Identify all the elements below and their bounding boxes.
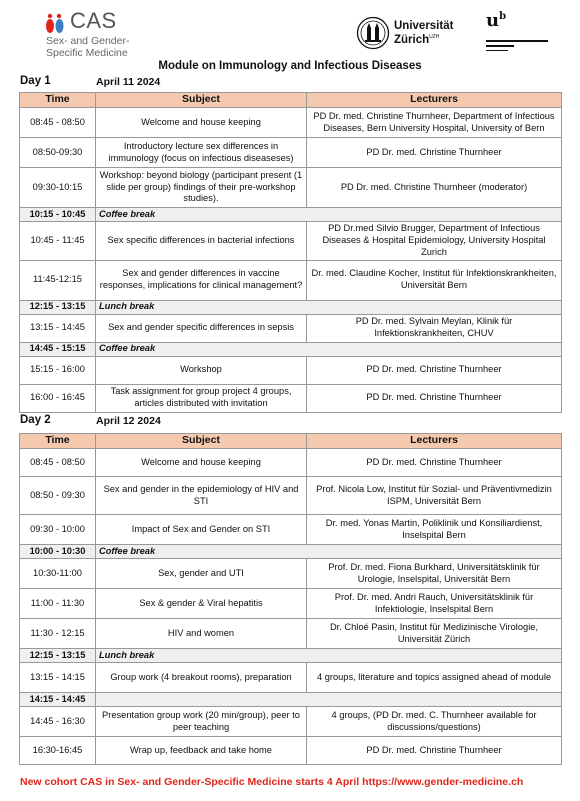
lecturers-cell: PD Dr. med. Christine Thurnheer xyxy=(307,449,562,477)
uzh-name-word: Zürich xyxy=(394,34,430,46)
page-header xyxy=(0,0,580,60)
uzh-name-line1: Universität xyxy=(394,20,454,32)
lecturers-column-header: Lecturers xyxy=(307,434,562,449)
cas-title: CAS xyxy=(70,8,117,33)
day1-header-row xyxy=(20,93,562,108)
break-row xyxy=(20,300,562,314)
time-cell: 13:15 - 14:45 xyxy=(20,314,96,342)
subject-cell: Sex, gender and UTI xyxy=(96,559,307,589)
break-label: Coffee break xyxy=(96,208,562,222)
table-row xyxy=(20,707,562,737)
table-row xyxy=(20,138,562,168)
subject-cell: Sex and gender differences in vaccine responses, implications for clinical management? xyxy=(96,260,307,300)
table-row xyxy=(20,619,562,649)
subject-cell: Welcome and house keeping xyxy=(96,449,307,477)
lecturers-cell: Dr. med. Claudine Kocher, Institut für Infektionskrankheiten, Universität Bern xyxy=(307,260,562,300)
lecturers-cell: Prof. Dr. med. Fiona Burkhard, Universitätsklinik für Urologie, Inselspital, Universität Bern xyxy=(307,559,562,589)
time-cell: 16:00 - 16:45 xyxy=(20,384,96,412)
break-label xyxy=(96,693,562,707)
time-cell: 10:45 - 11:45 xyxy=(20,222,96,261)
table-row xyxy=(20,222,562,261)
break-label: Lunch break xyxy=(96,300,562,314)
lecturers-cell: 4 groups, (PD Dr. med. C. Thurnheer available for discussions/questions) xyxy=(307,707,562,737)
time-cell: 08:50-09:30 xyxy=(20,138,96,168)
table-row xyxy=(20,477,562,515)
day2-schedule-table xyxy=(19,433,562,765)
cas-logo-icon xyxy=(44,12,66,34)
table-row xyxy=(20,449,562,477)
break-row xyxy=(20,693,562,707)
subject-cell: Workshop: beyond biology (participant present (1 slide per group) findings of their pre-workshop studies). xyxy=(96,168,307,208)
table-row xyxy=(20,314,562,342)
footer-announcement[interactable]: New cohort CAS in Sex- and Gender-Specific Medicine starts 4 April https://www.gender-medicine.ch xyxy=(20,776,524,788)
unibe-logo xyxy=(486,10,550,56)
subject-cell: Introductory lecture sex differences in immunology (focus on infectious diseaseses) xyxy=(96,138,307,168)
time-cell: 10:00 - 10:30 xyxy=(20,545,96,559)
time-cell: 14:45 - 15:15 xyxy=(20,342,96,356)
subject-cell: Welcome and house keeping xyxy=(96,108,307,138)
table-row xyxy=(20,589,562,619)
time-cell: 08:45 - 08:50 xyxy=(20,449,96,477)
unibe-mark xyxy=(486,10,506,31)
unibe-wordmark-lines xyxy=(486,40,548,54)
time-cell: 15:15 - 16:00 xyxy=(20,356,96,384)
table-row xyxy=(20,168,562,208)
lecturers-cell: Dr. Chloé Pasin, Institut für Medizinische Virologie, Universität Zürich xyxy=(307,619,562,649)
day2-date: April 12 2024 xyxy=(96,415,161,427)
break-label: Coffee break xyxy=(96,545,562,559)
subject-cell: HIV and women xyxy=(96,619,307,649)
cas-subtitle-line1: Sex- and Gender- xyxy=(46,35,130,47)
time-cell: 12:15 - 13:15 xyxy=(20,649,96,663)
time-cell: 08:45 - 08:50 xyxy=(20,108,96,138)
uzh-suffix: UZH xyxy=(429,34,440,41)
subject-column-header: Subject xyxy=(96,93,307,108)
time-cell: 12:15 - 13:15 xyxy=(20,300,96,314)
time-cell: 11:30 - 12:15 xyxy=(20,619,96,649)
subject-column-header: Subject xyxy=(96,434,307,449)
lecturers-column-header: Lecturers xyxy=(307,93,562,108)
lecturers-cell: 4 groups, literature and topics assigned ahead of module xyxy=(307,663,562,693)
break-row xyxy=(20,342,562,356)
table-row xyxy=(20,663,562,693)
table-row xyxy=(20,356,562,384)
lecturers-cell: PD Dr.med Silvio Brugger, Department of Infectious Diseases & Hospital Epidemiology, University Hospital Zurich xyxy=(307,222,562,261)
table-row xyxy=(20,384,562,412)
break-row xyxy=(20,208,562,222)
time-cell: 09:30 - 10:00 xyxy=(20,515,96,545)
subject-cell: Sex & gender & Viral hepatitis xyxy=(96,589,307,619)
time-cell: 11:00 - 11:30 xyxy=(20,589,96,619)
subject-cell: Sex specific differences in bacterial infections xyxy=(96,222,307,261)
subject-cell: Presentation group work (20 min/group), peer to peer teaching xyxy=(96,707,307,737)
time-cell: 09:30-10:15 xyxy=(20,168,96,208)
lecturers-cell: PD Dr. med. Christine Thurnheer xyxy=(307,138,562,168)
time-cell: 10:15 - 10:45 xyxy=(20,208,96,222)
time-column-header: Time xyxy=(20,93,96,108)
table-row xyxy=(20,559,562,589)
time-cell: 14:15 - 14:45 xyxy=(20,693,96,707)
subject-cell: Group work (4 breakout rooms), preparation xyxy=(96,663,307,693)
day1-date: April 11 2024 xyxy=(96,76,161,88)
lecturers-cell: Dr. med. Yonas Martin, Poliklinik und Konsiliardienst, Inselspital Bern xyxy=(307,515,562,545)
break-label: Lunch break xyxy=(96,649,562,663)
subject-cell: Wrap up, feedback and take home xyxy=(96,737,307,765)
table-row xyxy=(20,260,562,300)
day1-schedule-table xyxy=(19,92,562,413)
module-title: Module on Immunology and Infectious Diseases xyxy=(158,60,422,72)
time-cell: 16:30-16:45 xyxy=(20,737,96,765)
uzh-logo xyxy=(356,16,466,52)
table-row xyxy=(20,737,562,765)
day1-label: Day 1 xyxy=(20,75,51,87)
time-column-header: Time xyxy=(20,434,96,449)
break-label: Coffee break xyxy=(96,342,562,356)
break-row xyxy=(20,545,562,559)
time-cell: 11:45-12:15 xyxy=(20,260,96,300)
subject-cell: Task assignment for group project 4 groups, articles distributed with invitation xyxy=(96,384,307,412)
table-row xyxy=(20,515,562,545)
time-cell: 10:30-11:00 xyxy=(20,559,96,589)
lecturers-cell: PD Dr. med. Christine Thurnheer xyxy=(307,384,562,412)
lecturers-cell: PD Dr. med. Christine Thurnheer xyxy=(307,737,562,765)
subject-cell: Impact of Sex and Gender on STI xyxy=(96,515,307,545)
day2-header-row xyxy=(20,434,562,449)
lecturers-cell: Prof. Dr. med. Andri Rauch, Universitätsklinik für Infektiologie, Inselspital Bern xyxy=(307,589,562,619)
time-cell: 14:45 - 16:30 xyxy=(20,707,96,737)
table-row xyxy=(20,108,562,138)
time-cell: 13:15 - 14:15 xyxy=(20,663,96,693)
lecturers-cell: PD Dr. med. Sylvain Meylan, Klinik für Infektionskrankheiten, CHUV xyxy=(307,314,562,342)
lecturers-cell: PD Dr. med. Christine Thurnheer (moderator) xyxy=(307,168,562,208)
subject-cell: Workshop xyxy=(96,356,307,384)
cas-logo xyxy=(44,8,174,59)
subject-cell: Sex and gender in the epidemiology of HIV and STI xyxy=(96,477,307,515)
subject-cell: Sex and gender specific differences in sepsis xyxy=(96,314,307,342)
break-row xyxy=(20,649,562,663)
lecturers-cell: PD Dr. med. Christine Thurnheer, Department of Infectious Diseases, Bern University Hospital, University of Bern xyxy=(307,108,562,138)
uzh-seal-icon xyxy=(356,16,390,50)
day2-label: Day 2 xyxy=(20,414,51,426)
uzh-name-line2 xyxy=(394,34,439,46)
time-cell: 08:50 - 09:30 xyxy=(20,477,96,515)
lecturers-cell: Prof. Nicola Low, Institut für Sozial- und Präventivmedizin ISPM, Universität Bern xyxy=(307,477,562,515)
cas-subtitle-line2: Specific Medicine xyxy=(46,47,128,59)
unibe-mark-sup: b xyxy=(499,11,507,22)
unibe-mark-letter: u xyxy=(486,10,500,31)
lecturers-cell: PD Dr. med. Christine Thurnheer xyxy=(307,356,562,384)
